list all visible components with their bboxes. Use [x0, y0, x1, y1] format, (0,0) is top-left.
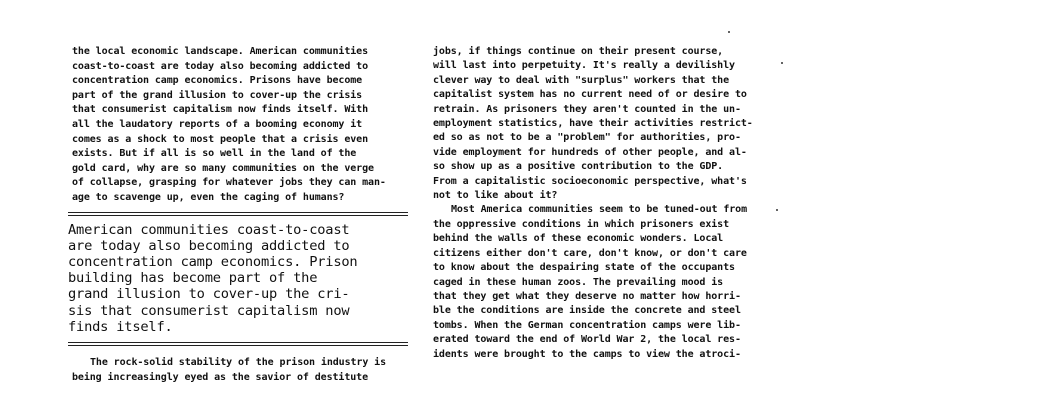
text-line: the oppressive conditions in which prisoners exist — [433, 218, 730, 230]
text-line: exists. But if all is so well in the land of the — [72, 148, 357, 160]
pull-quote-line: sis that consumerist capitalism now — [68, 302, 350, 319]
scan-speck — [776, 209, 778, 211]
text-line: capitalist system has no current need of or desire to — [433, 89, 747, 101]
text-line: will last into perpetuity. It's really a devilishly — [433, 60, 735, 72]
left-bottom-paragraph — [72, 356, 417, 385]
text-line: jobs, if things continue on their present course, — [433, 46, 724, 57]
pull-quote-top-rule — [68, 212, 408, 216]
scan-speck — [781, 62, 783, 64]
text-line: all the laudatory reports of a booming economy it — [72, 118, 363, 130]
text-line: From a capitalistic socioeconomic perspective, what's — [433, 175, 747, 187]
pull-quote — [68, 221, 417, 335]
text-line: employment statistics, have their activities restrict- — [433, 118, 753, 130]
text-line: ed so as not to be a "problem" for authorities, pro- — [433, 132, 741, 144]
pull-quote-line: grand illusion to cover-up the cri- — [68, 286, 350, 303]
text-line: clever way to deal with "surplus" workers that the — [433, 74, 730, 86]
text-line: caged in these human zoos. The prevailing mood is — [433, 276, 724, 288]
text-line: retrain. As prisoners they aren't counted in the un- — [433, 103, 741, 115]
text-line: the local economic landscape. American communities — [72, 46, 369, 57]
text-line: being increasingly eyed as the savior of destitute — [72, 371, 369, 383]
text-line: citizens either don't care, don't know, or don't care — [433, 247, 747, 259]
text-line: age to scavenge up, even the caging of humans? — [72, 191, 345, 203]
text-line: idents were brought to the camps to view the atroci- — [433, 348, 741, 360]
text-line: of collapse, grasping for whatever jobs they can man- — [72, 177, 386, 189]
text-line: ble the conditions are inside the concrete and steel — [433, 305, 741, 317]
text-line: Most America communities seem to be tuned-out from — [451, 204, 748, 216]
pull-quote-line: building has become part of the — [68, 270, 318, 287]
text-line: tombs. When the German concentration camps were lib- — [433, 319, 741, 331]
text-line: that they get what they deserve no matter how horri- — [433, 290, 741, 302]
text-line: part of the grand illusion to cover-up the crisis — [72, 89, 363, 101]
right-column — [433, 45, 778, 362]
text-line: that consumerist capitalism now finds itself. With — [72, 104, 369, 116]
text-line: to know about the despairing state of the occupants — [433, 262, 735, 274]
scan-speck — [728, 31, 730, 33]
text-line: comes as a shock to most people that a crisis even — [72, 133, 369, 145]
pull-quote-line: are today also becoming addicted to — [68, 237, 350, 254]
pull-quote-line: American communities coast-to-coast — [68, 221, 350, 238]
text-line: The rock-solid stability of the prison industry is — [90, 356, 387, 368]
text-line: so show up as a positive contribution to the GDP. — [433, 161, 724, 173]
pull-quote-line: concentration camp economics. Prison — [68, 253, 358, 270]
pull-quote-line: finds itself. — [68, 318, 173, 335]
text-line: coast-to-coast are today also becoming addicted to — [72, 60, 369, 72]
left-column — [68, 45, 417, 385]
text-line: gold card, why are so many communities on the verge — [72, 162, 374, 174]
text-line: behind the walls of these economic wonders. Local — [433, 233, 724, 245]
text-line: erated toward the end of World War 2, the local res- — [433, 334, 741, 346]
text-line: concentration camp economics. Prisons have become — [72, 75, 363, 87]
left-top-paragraph — [72, 45, 417, 206]
pull-quote-bottom-rule — [68, 342, 408, 346]
text-line: not to like about it? — [433, 190, 558, 202]
text-line: vide employment for hundreds of other people, and al- — [433, 146, 747, 158]
